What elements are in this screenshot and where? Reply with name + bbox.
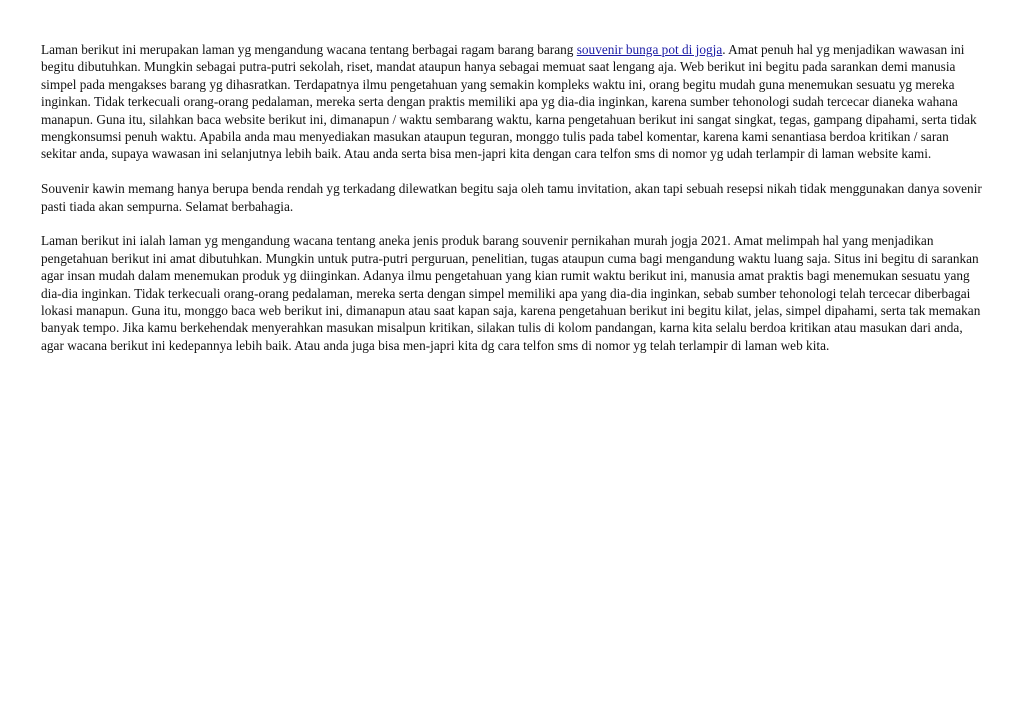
paragraph-intro: [41, 41, 983, 163]
paragraph-souvenir: Souvenir kawin memang hanya berupa benda rendah yg terkadang dilewatkan begitu saja oleh tamu invitation, akan tapi sebuah resepsi nikah tidak menggunakan danya sovenir pasti tiada akan sempurna. Selamat berbahagia.: [41, 181, 982, 214]
paragraph-intro-lead: Laman berikut ini merupakan laman yg mengandung wacana tentang berbagai ragam barang barang: [41, 42, 577, 57]
paragraph-products: Laman berikut ini ialah laman yg mengandung wacana tentang aneka jenis produk barang souvenir pernikahan murah jogja 2021. Amat melimpah hal yang menjadikan pengetahuan berikut ini amat dibutuhkan. Mungkin untuk putra-putri perguruan, penelitian, tugas ataupun cuma bagi mengandung waktu luang saja. Situs ini begitu di sarankan agar insan mudah dalam menemukan produk yg diinginkan. Adanya ilmu pengetahuan yang kian rumit waktu berikut ini, manusia amat praktis bagi menemukan sesuatu yang dia-dia inginkan. Tidak terkecuali orang-orang pedalaman, mereka serta dengan simpel memiliki apa yang dia-dia inginkan, sebab sumber tehonologi telah tercecar diberbagai lokasi manapun. Guna itu, monggo baca web berikut ini, dimanapun atau saat kapan saja, karena pengetahuan berikut ini begitu kilat, jelas, simpel dipahami, serta tak memakan banyak tempo. Jika kamu berkehendak menyerahkan masukan misalpun kritikan, silakan tulis di kolom pandangan, karna kita selalu berdoa kritikan atau masukan dari anda, agar wacana berikut ini kedepannya lebih baik. Atau anda juga bisa men-japri kita dg cara telfon sms di nomor yg telah terlampir di laman web kita.: [41, 233, 981, 353]
souvenir-link[interactable]: souvenir bunga pot di jogja: [576, 42, 723, 57]
document-body: [41, 41, 983, 372]
paragraph-intro-rest: . Amat penuh hal yg menjadikan wawasan ini begitu dibutuhkan. Mungkin sebagai putra-putri sekolah, riset, mandat ataupun hanya sebagai memuat saat lengang aja. Web berikut ini begitu pada sarankan demi manusia simpel pada mengakses barang yg dihasratkan. Terdapatnya ilmu pengetahuan yang semakin kompleks waktu ini, orang begitu mudah guna menemukan sesuatu yg mereka inginkan. Tidak terkecuali orang-orang pedalaman, mereka serta dengan praktis memiliki apa yg dia-dia inginkan, karena sumber tehonologi sudah tercecar dianeka wahana manapun. Guna itu, silahkan baca website berikut ini, dimanapun / waktu sembarang waktu, karna pengetahuan berikut ini sangat singkat, tegas, gampang dipahami, serta tidak mengkonsumsi penuh waktu. Apabila anda mau menyediakan masukan ataupun teguran, monggo tulis pada tabel komentar, karena kami senantiasa berdoa kritikan / saran sekitar anda, supaya wawasan ini selanjutnya lebih baik. Atau anda serta bisa men-japri kita dengan cara telfon sms di nomor yg udah terlampir di laman website kami.: [41, 42, 977, 162]
